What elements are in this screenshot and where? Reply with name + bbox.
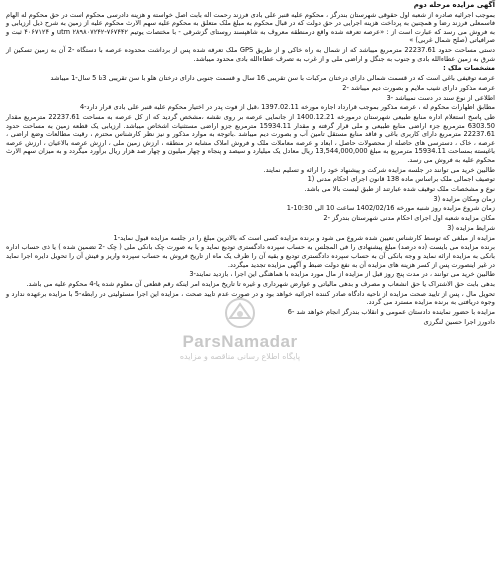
condition-3: طالبین خرید می توانند ، در مدت پنج روز قبل از مزایده از مال مورد مزایده با هماهنگی این اجرا ، بازدید نمایند-3 (189, 270, 495, 279)
watermark-subtitle: پایگاه اطلاع رسانی مناقصه و مزایده (179, 352, 301, 361)
valuation-paragraph: طی پاسخ استعلام اداره منابع طبیعی شهرستان درمورخه 1400.12.21 از جانمایی عرصه بر روی نقشه ،مشخص گردید که از کل عرصه به مساحت 22237.61 مترمربع مقدار 6303.50 مترمربع جزء اراضی منابع طبیعی و ملی قرار گرفته و مقدار 15934.11 مترمربع جزو اراضی مستثنیات اشخاص میباشد. ارزیابی یک قطعه زمین به مساحت حدود 22237.61 مترمربع دارای کاربری باغی و فاقد منابع مستقل تامین آب و بصورت دیم میباشد .باتوجه به موارد مذکور و نیز نظر کارشناس محترم ، رقیت مطالعات وضع اراضی ، عرصه ، خاک ، دسترسی های حاصله از محصولات حاصل ، ابعاد و عرصه معاملات ملک و فروش املاک مشابه در منطقه ، ارزش زمین ملی ، ارزش عرصه بالاعیان ، ارزش عرصه باغیسته بمساحت 15934.11 مترمربع به مبلغ 13,544,000,000 ریال معادل یک میلیارد و سیصد و پنجاه و چهار میلیون و چهار صد هزار ریال برآورد میگردد و به میزان سهم الارث محکوم علیه به فروش می رسد. (6, 113, 495, 164)
condition-2: برنده مزایده می بایست (ده درصد) مبلغ پیشنهادی را فی المجلس به حساب سپرده دادگستری تودیع نماید و یا به صورت چک بانکی ملی ( چک -2 تضمین شده ) یا ذی حساب اداره بانکی به مزایده ارائه نماید و وجه بانکی آن به حساب سپرده دادگستری تودیع و بقیه آن را ظرف یک ماه از تاریخ فروش به حساب سپرده واریز و فیش آن را تحویل دایره اجرا نماید در غیر اینصورت پس از کسر هزینه های مزایده آن به نفع دولت ضبط و آگهی مزایده تجدید میگردد. (6, 243, 496, 269)
description-heading: توصیف اجمالی ملک براساس ماده 138 قانون اجرای احکام مدنی (1 (307, 175, 495, 184)
time-place-heading: زمان ومکان مزایده (3 (433, 194, 495, 203)
conditions-heading: شرایط مزایده (3 (447, 223, 495, 232)
spec-item-4: مطابق اظهارات محکوم له ، عرصه مذکور بموجب قرارداد اجاره مورخه 1397.02.11 ،قبل از فوت پدر در اختیار محکوم علیه قنبر علی بادی قرار دارد-4 (79, 103, 495, 112)
notice-title: آگهی مزایده مرحله دوم (413, 1, 495, 9)
condition-1: مزایده از مبلغی که توسط کارشناس تعیین شده شروع می شود و برنده مزایده کسی است که بالاترین مبلغ را در جلسه مزایده قبول نماید-1 (113, 233, 495, 242)
condition-4: بدهی بابت حق الاشتراک یا حق انشعاب و مصرف و بدهی مالیاتی و عوارض شهرداری و غیره تا تاریخ مزایده امر اینکه رقم قطعی آن معلوم شده یا-4 محکوم علیه می باشد. (26, 279, 495, 288)
spec-item-2: عرصه مذکور دارای شیب ملایم و بصورت دیم میباشد -2 (342, 83, 495, 92)
auction-time-line: زمان شروع مزایده روز شنبه مورخه 1402/02/16 ساعت 10 الی 10:30-1 (286, 204, 495, 213)
property-type-line: نوع و مشخصات ملک توقیف شده عبارتند از طبق لیست بالا می باشد. (304, 185, 495, 193)
signature-line: دادورز اجرا حسین لنگرزی (423, 317, 495, 326)
area-paragraph: دستی مساحت حدود 22237.61 مترمربع میباشد که از شمال به راه خاکی و از طریق GPS ملک تعرفه شده پس از برداشت محدوده عرصه با دستگاه -2 آن به زمین تسکین از شرق به زمین عطاءالله بادی و جنوب به جنگل و اراضی ملی و از غرب به تصرف عطاءالله بادی محدود میباشد. (6, 46, 495, 63)
watermark-brand: ParsNamadar (182, 332, 298, 351)
intro-paragraph: بموجب اجرائیه صادره از شعبه اول حقوقی شهرستان بندرگز ، محکوم علیه قنبر علی بادی فرزند رحمت اله بابت اصل خواسته و هزینه دادرسی محکوم است در حق محکوم له الهام فاسمعلی فرزند رضا و همچنین به پرداخت هزینه اجرایی در حق دولت که در قبال محکوم به مبلغ ملک متعلق به محکوم علیه سهم الارث محکوم علیه از زمین به شرح ذیل ارزیابی و به فروش می رسد که عبارت است از : «عرصه تعرفه شده واقع درمنطقه معروف به شاهپسند روستای گزشرقی - با مختصات یوتیم utm ۲۸۹۸۰۷۲۴۲-۷۶۷۴۴۲ و ۴۰۶۷۱۲۴ ثبت و صرافیاتی (صلح شمال غربی) » (6, 10, 495, 45)
property-specs-heading: مشخصات ملک : (443, 64, 495, 73)
bidders-note: طالبین خرید می توانند در جلسه مزایده شرکت و پیشنهاد خود را ارائه و تسلیم نمایند. (263, 165, 495, 174)
condition-5: تحویل مال ، پس از تایید صحت مزایده از ناحیه دادگاه صادر کننده اجرائیه خواهد بود و در صورت عدم تایید صحت ، مزایده این اجرا مسئولیتی در رابطه-5 با مزایده برعهده ندارد و وجوه دریافتی به برنده مزایده مسترد می گردد. (6, 289, 495, 307)
auction-place-line: مکان مزایده شعبه اول اجرای احکام مدنی شهرستان بندرگز -2 (323, 214, 495, 223)
condition-6: مزایده با حضور نماینده دادستان عمومی و انقلاب بندرگز انجام خواهد شد -6 (287, 307, 495, 316)
spec-item-3: اطلاعی از نوع سند در دست نمیباشد -3 (386, 93, 495, 102)
spec-item-1: عرصه توقیفی باغی است که در قسمت شمالی دارای درختان مرکبات با سن تقریبی 16 سال و قسمت جنوبی دارای درختان هلو با سن تقریبی 3تا 5 سال-1 میباشد (50, 74, 495, 83)
